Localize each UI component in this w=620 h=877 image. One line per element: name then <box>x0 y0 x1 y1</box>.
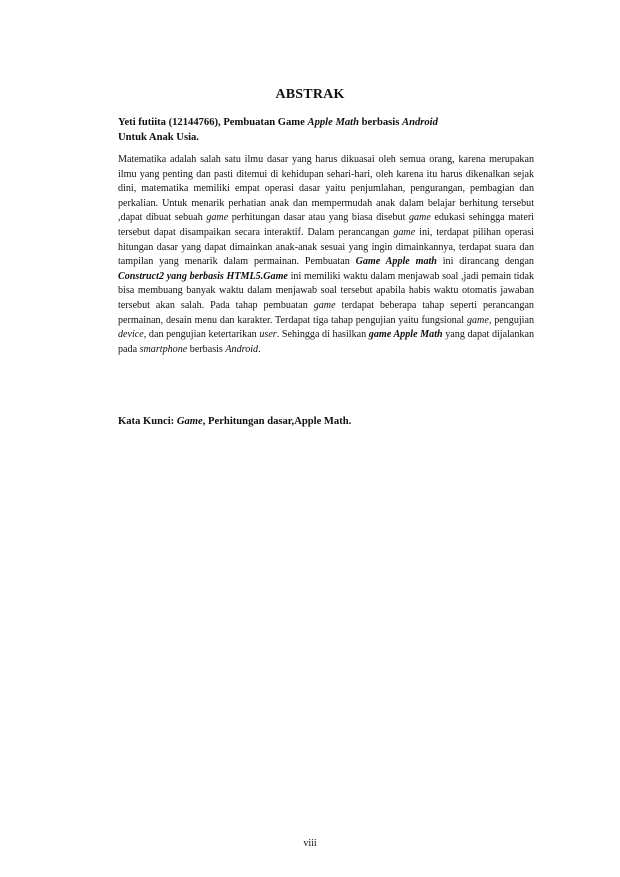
abstract-text: perhitungan dasar atau yang biasa disebut <box>228 212 409 224</box>
keywords-label: Kata Kunci: <box>118 416 177 427</box>
author-italic-platform: Android <box>402 117 438 128</box>
author-name-and-topic: Yeti futiita (12144766), Pembuatan Game <box>118 117 308 128</box>
abstract-italic: game <box>466 314 489 326</box>
abstract-text: , pengujian <box>488 314 534 326</box>
abstract-text: terdapat beberapa tahap seperti perancangan permainan, desain menu dan karakter. Terdapat tiga tahap pengujian yaitu fungsional <box>118 299 534 326</box>
keywords-italic: Game <box>176 416 203 427</box>
abstract-title: ABSTRAK <box>275 87 345 102</box>
abstract-text: edukasi sehingga materi tersebut dapat disampaikan secara interaktif. Dalam perancangan <box>118 212 534 238</box>
abstract-text: . <box>258 343 261 355</box>
abstract-italic: device <box>118 329 144 341</box>
page-number: viii <box>303 838 317 849</box>
abstract-text: ini, terdapat pilihan operasi hitungan dasar yang dapat dimainkan anak-anak sesuai yang ingin dimainkannya, terdapat suara dan tampilan yang menarik dalam permainan. Pembuatan <box>118 226 534 268</box>
abstract-text: Matematika adalah salah satu ilmu dasar yang harus dikuasai oleh semua orang, karena merupakan ilmu yang penting dan pasti ditemui di kehidupan sehari-hari, oleh karena itu harus dikenalkan sejak dini, matematika memiliki empat operasi dasar yaitu penjumlahan, pengurangan, pembagian dan perkalian. Untuk menarik perhatian anak dan mempermudah anak dalam belajar berhitung tersebut ,dapat dibuat sebuah <box>118 154 534 224</box>
abstract-text: yang dapat dijalankan pada <box>118 329 534 355</box>
abstract-italic: game <box>408 212 431 224</box>
abstract-italic: game <box>313 299 336 311</box>
abstract-text: . Sehingga di hasilkan <box>276 329 369 341</box>
abstract-italic: Construct2 yang berbasis HTML5.Game <box>118 270 288 282</box>
keywords-line <box>118 414 536 429</box>
abstract-italic: game Apple Math <box>368 329 443 341</box>
keywords-rest: , Perhitungan dasar,Apple Math. <box>202 416 352 427</box>
abstract-italic: user <box>259 329 277 341</box>
abstract-body <box>118 153 534 357</box>
abstract-text: ini memiliki waktu dalam menjawab soal ,jadi pemain tidak bisa membuang banyak waktu dalam menjawab soal tersebut apabila habis waktu otomatis jawaban tersebut akan salah. Pada tahap pembuatan <box>118 270 534 311</box>
abstract-italic: Game Apple math <box>355 256 437 268</box>
abstract-italic: Android <box>225 343 259 355</box>
abstract-text: , dan pengujian ketertarikan <box>143 329 260 341</box>
abstract-text: berbasis <box>187 343 226 355</box>
abstract-italic: game <box>206 212 229 224</box>
author-line-2: Untuk Anak Usia. <box>118 132 199 143</box>
author-line <box>118 115 536 145</box>
abstract-text: ini dirancang dengan <box>436 256 534 268</box>
author-italic-app-name: Apple Math <box>307 117 360 128</box>
abstract-italic: smartphone <box>139 343 188 355</box>
author-middle-text: berbasis <box>359 117 402 128</box>
abstract-italic: game <box>393 226 416 238</box>
